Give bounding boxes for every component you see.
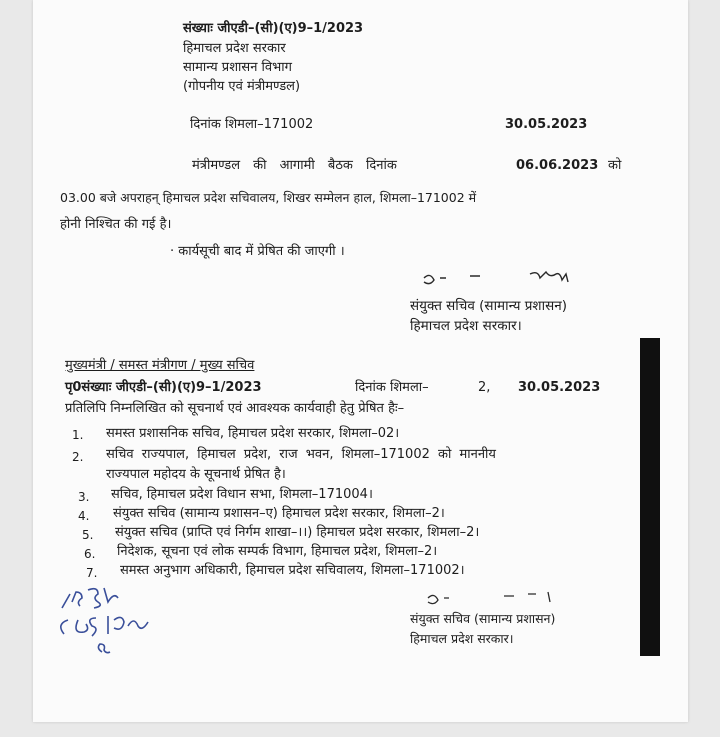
list-item: सचिव, हिमाचल प्रदेश विधान सभा, शिमला–171004। [111,487,373,502]
list-item: सचिव राज्यपाल, हिमाचल प्रदेश, राज भवन, शिमला–171002 को माननीय [106,447,496,462]
item-number: 7. [86,566,98,580]
item-number: 1. [72,428,84,442]
item-number: 2. [72,450,84,464]
copy-date: 30.05.2023 [518,380,601,395]
dateline-date: 30.05.2023 [505,117,588,132]
list-item: समस्त अनुभाग अधिकारी, हिमाचल प्रदेश सचिवालय, शिमला–171002। [120,563,465,578]
section-name: (गोपनीय एवं मंत्रीमण्डल) [183,79,301,94]
copy-recipients-heading: मुख्यमंत्री / समस्त मंत्रीगण / मुख्य सचिव [65,358,255,373]
meeting-date: 06.06.2023 [516,158,599,173]
government-name: हिमाचल प्रदेश सरकार [183,41,286,56]
handwritten-note [52,580,172,660]
department-name: सामान्य प्रशासन विभाग [183,60,292,75]
item-number: 4. [78,509,90,523]
signatory-org-2: हिमाचल प्रदेश सरकार। [410,631,514,646]
list-item: संयुक्त सचिव (सामान्य प्रशासन–ए) हिमाचल प्रदेश सरकार, शिमला–2। [113,506,445,521]
list-item: संयुक्त सचिव (प्राप्ति एवं निर्गम शाखा–।।) हिमाचल प्रदेश सरकार, शिमला–2। [115,525,480,540]
agenda-note: · कार्यसूची बाद में प्रेषित की जाएगी । [170,244,345,259]
signatory-title-2: संयुक्त सचिव (सामान्य प्रशासन) [410,611,556,626]
scan-edge-shadow [640,338,660,656]
copy-number: 2, [478,380,491,395]
signatory-title-1: संयुक्त सचिव (सामान्य प्रशासन) [410,298,567,314]
body-line-1-end: को [608,158,622,173]
item-number: 5. [82,528,94,542]
copy-reference: पृ0संख्याः जीएडी–(सी)(ए)9–1/2023 [65,380,262,395]
signatory-org-1: हिमाचल प्रदेश सरकार। [410,318,522,334]
body-line-1: मंत्रीमण्डल की आगामी बैठक दिनांक [192,158,397,173]
list-item-continued: राज्यपाल महोदय के सूचनार्थ प्रेषित है। [106,467,286,482]
body-line-3: होनी निश्चित की गई है। [60,217,172,232]
copy-intro: प्रतिलिपि निम्नलिखित को सूचनार्थ एवं आवश्यक कार्यवाही हेतु प्रेषित हैः– [65,401,405,416]
body-line-2: 03.00 बजे अपराहन् हिमाचल प्रदेश सचिवालय, शिखर सम्मेलन हाल, शिमला–171002 में [60,190,477,205]
list-item: समस्त प्रशासनिक सचिव, हिमाचल प्रदेश सरकार, शिमला–02। [106,426,400,441]
copy-date-place: दिनांक शिमला– [355,380,429,395]
dateline-place: दिनांक शिमला–171002 [190,117,314,132]
list-item: निदेशक, सूचना एवं लोक सम्पर्क विभाग, हिमाचल प्रदेश, शिमला–2। [117,544,438,559]
signature-mark-2 [420,588,570,610]
item-number: 6. [84,547,96,561]
item-number: 3. [78,490,90,504]
reference-number: संख्याः जीएडी–(सी)(ए)9–1/2023 [183,21,364,36]
